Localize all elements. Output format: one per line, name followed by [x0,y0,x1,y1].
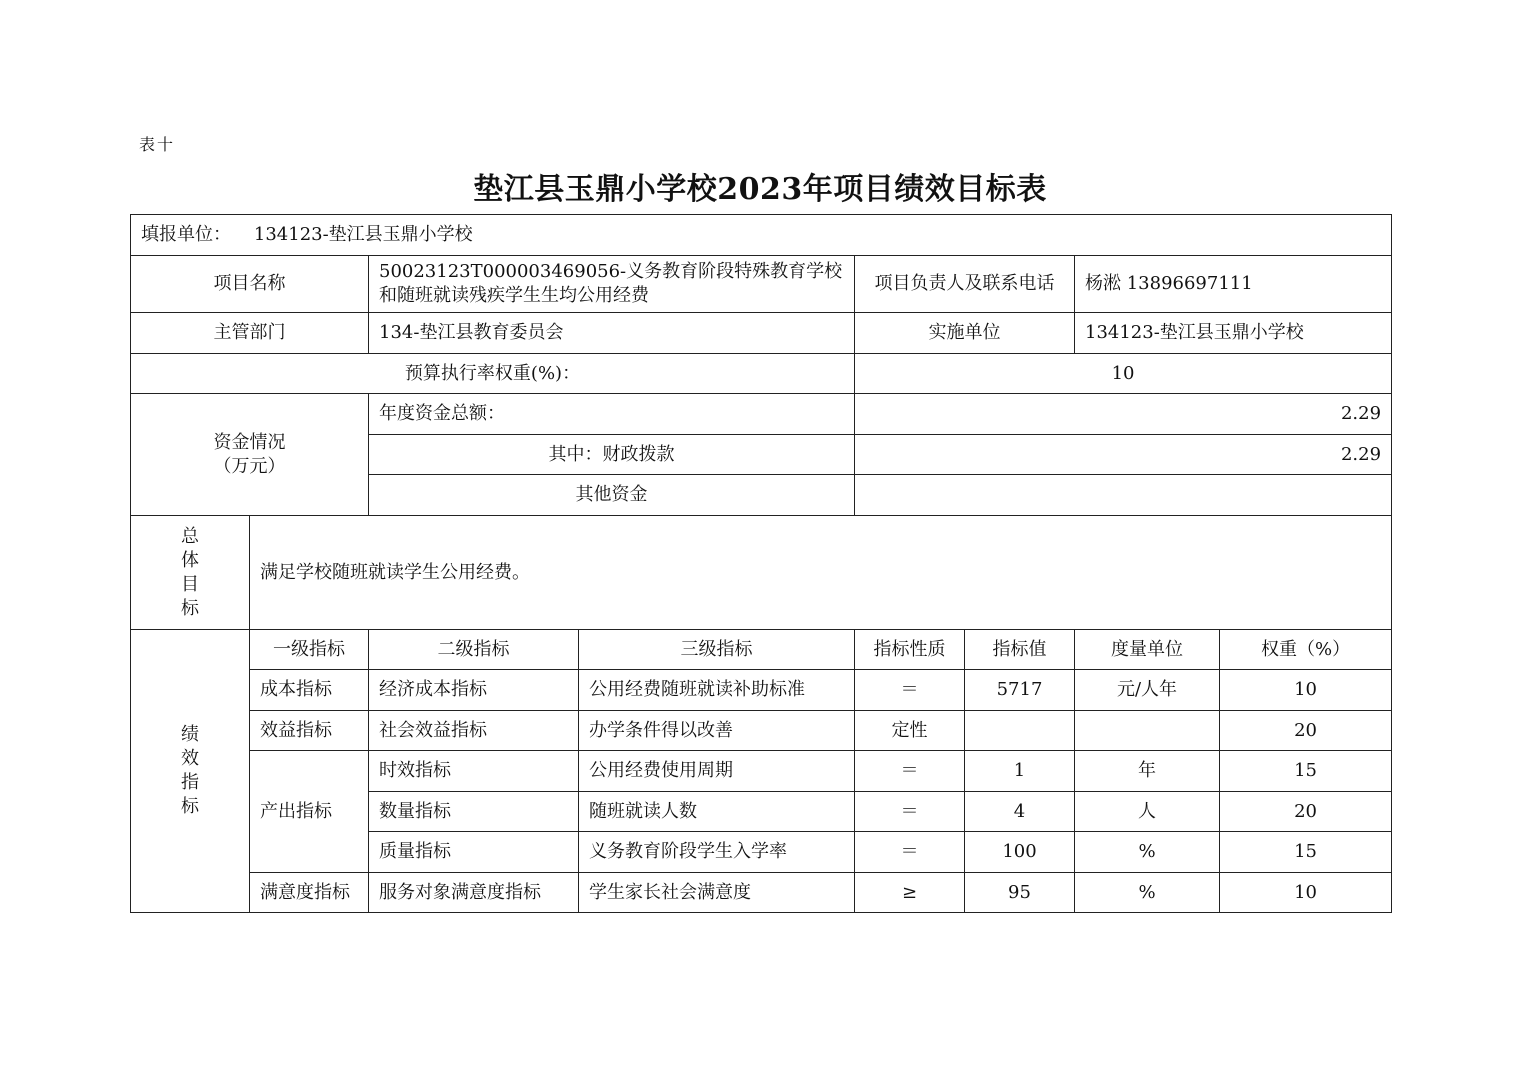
level1-cell: 成本指标 [250,670,369,711]
nature-cell: ＝ [855,832,965,873]
level2-cell: 数量指标 [369,792,579,832]
dept-value: 134-垫江县教育委员会 [369,313,855,354]
funds-other-value [855,475,1392,516]
budget-weight-value: 10 [855,354,1392,394]
goal-text: 满足学校随班就读学生公用经费。 [250,516,1392,630]
nature-cell: ≥ [855,873,965,913]
unit-cell: 元/人年 [1075,670,1220,711]
funds-label [131,394,369,516]
level3-cell: 公用经费随班就读补助标准 [579,670,855,711]
weight-cell: 20 [1220,711,1392,751]
contact-label: 项目负责人及联系电话 [855,256,1075,313]
level2-cell: 经济成本指标 [369,670,579,711]
value-cell [965,711,1075,751]
funds-total-label: 年度资金总额： [369,394,855,435]
weight-cell: 10 [1220,670,1392,711]
value-cell: 1 [965,751,1075,792]
unit-cell: % [1075,832,1220,873]
level1-cell: 效益指标 [250,711,369,751]
level2-cell: 时效指标 [369,751,579,792]
funds-total-value: 2.29 [855,394,1392,435]
table-row [131,751,1392,792]
indicators-label [131,630,250,913]
level2-cell: 服务对象满意度指标 [369,873,579,913]
project-name-value: 50023123T000003469056-义务教育阶段特殊教育学校和随班就读残疾学生生均公用经费 [369,256,855,313]
value-cell: 5717 [965,670,1075,711]
level3-cell: 学生家长社会满意度 [579,873,855,913]
funds-label-line2: （万元） [213,455,286,477]
weight-cell: 20 [1220,792,1392,832]
level3-cell: 公用经费使用周期 [579,751,855,792]
header-level2: 二级指标 [369,630,579,670]
value-cell: 4 [965,792,1075,832]
contact-value: 杨淞 13896697111 [1075,256,1392,313]
budget-weight-label: 预算执行率权重(%)： [131,354,855,394]
dept-row [131,313,1392,354]
table-label: 表十 [139,135,176,154]
goal-label [131,516,250,630]
header-unit: 度量单位 [1075,630,1220,670]
filling-unit-label: 填报单位： [141,224,231,245]
impl-unit-label: 实施单位 [855,313,1075,354]
indicators-label-char: 绩 [181,724,199,745]
performance-target-table [130,214,1392,913]
funds-fiscal-value: 2.29 [855,435,1392,475]
table-row [131,873,1392,913]
goal-label-char: 标 [181,597,199,619]
indicator-header-row [131,630,1392,670]
dept-label: 主管部门 [131,313,369,354]
level3-cell: 义务教育阶段学生入学率 [579,832,855,873]
goal-label-char: 目 [181,573,199,595]
level2-cell: 社会效益指标 [369,711,579,751]
unit-cell: % [1075,873,1220,913]
weight-cell: 10 [1220,873,1392,913]
filling-unit-cell [131,215,1392,256]
level3-cell: 随班就读人数 [579,792,855,832]
weight-cell: 15 [1220,751,1392,792]
level2-cell: 质量指标 [369,832,579,873]
unit-cell: 人 [1075,792,1220,832]
funds-other-label: 其他资金 [369,475,855,516]
filling-unit-value: 134123-垫江县玉鼎小学校 [253,224,473,245]
unit-cell: 年 [1075,751,1220,792]
impl-unit-value: 134123-垫江县玉鼎小学校 [1075,313,1392,354]
header-nature: 指标性质 [855,630,965,670]
value-cell: 100 [965,832,1075,873]
value-cell: 95 [965,873,1075,913]
goal-row [131,516,1392,630]
table-row [131,711,1392,751]
nature-cell: ＝ [855,792,965,832]
header-weight: 权重（%） [1220,630,1392,670]
indicators-label-char: 指 [181,772,199,793]
header-value: 指标值 [965,630,1075,670]
nature-cell: ＝ [855,670,965,711]
budget-weight-row [131,354,1392,394]
indicators-label-char: 效 [181,748,199,769]
level3-cell: 办学条件得以改善 [579,711,855,751]
funds-total-row [131,394,1392,435]
project-name-label: 项目名称 [131,256,369,313]
weight-cell: 15 [1220,832,1392,873]
indicators-label-char: 标 [181,796,199,817]
nature-cell: ＝ [855,751,965,792]
goal-label-char: 体 [181,549,199,571]
page-title: 垫江县玉鼎小学校2023年项目绩效目标表 [473,172,1047,207]
funds-label-line1: 资金情况 [213,431,286,453]
table-row [131,670,1392,711]
filling-unit-row [131,215,1392,256]
level1-cell: 满意度指标 [250,873,369,913]
unit-cell [1075,711,1220,751]
nature-cell: 定性 [855,711,965,751]
level1-cell: 产出指标 [250,751,369,873]
header-level1: 一级指标 [250,630,369,670]
header-level3: 三级指标 [579,630,855,670]
funds-fiscal-label: 其中：财政拨款 [369,435,855,475]
project-name-row [131,256,1392,313]
goal-label-char: 总 [181,525,199,547]
